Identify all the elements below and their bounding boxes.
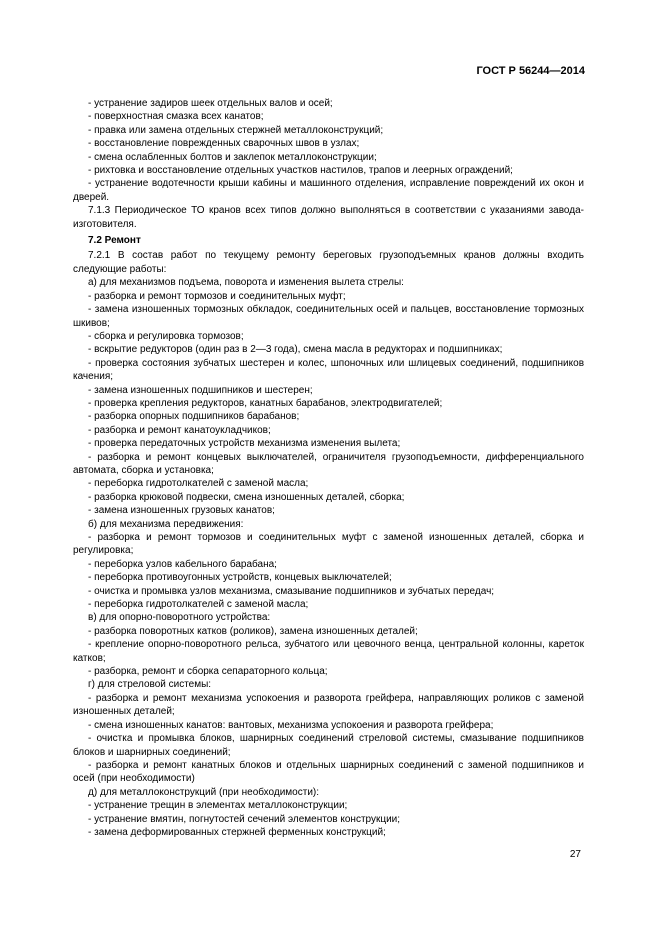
text-line: д) для металлоконструкций (при необходимости): <box>88 786 320 798</box>
text-line: - разборка поворотных катков (роликов), замена изношенных деталей; <box>88 625 418 637</box>
text-line: - смена ослабленных болтов и заклепок металлоконструкции; <box>88 151 377 163</box>
text-line: - замена изношенных грузовых канатов; <box>88 505 275 517</box>
text-line: - проверка крепления редукторов, канатных барабанов, электродвигателей; <box>88 397 443 409</box>
page-number: 27 <box>569 849 581 860</box>
text-line: - крепление опорно-поворотного рельса, зубчатого или цевочного венца, центральной колонны, кареток катков; <box>73 639 584 664</box>
text-line: 7.2.1 В состав работ по текущему ремонту береговых грузоподъемных кранов должны входить следующие работы: <box>73 250 584 275</box>
text-line: - разборка крюковой подвески, смена изношенных деталей, сборка; <box>88 491 405 503</box>
text-line: - разборка и ремонт канатоукладчиков; <box>88 424 271 436</box>
text-line: 7.1.3 Периодическое ТО кранов всех типов должно выполняться в соответствии с указаниями завода-изготовителя. <box>73 205 584 230</box>
text-line: - очистка и промывка блоков, шарнирных соединений стреловой системы, смазывание подшипников блоков и шарнирных соединений; <box>73 733 584 758</box>
text-line: - разборка и ремонт канатных блоков и отдельных шарнирных соединений с заменой подшипников и осей (при необходимости) <box>73 759 584 785</box>
text-line: - разборка и ремонт концевых выключателей, ограничителя грузоподъемности, дифференциального автомата, сборка и установка; <box>73 451 584 476</box>
text-line: - устранение водотечности крыши кабины и машинного отделения, исправление повреждений их окон и дверей. <box>73 178 584 203</box>
text-line: - смена изношенных канатов: вантовых, механизма успокоения и разворота грейфера; <box>88 719 494 731</box>
text-line: - переборка узлов кабельного барабана; <box>88 558 277 570</box>
text-line: - рихтовка и восстановление отдельных участков настилов, трапов и леерных ограждений; <box>88 165 513 177</box>
text-line: - разборка и ремонт механизма успокоения и разворота грейфера, направляющих роликов с заменой изношенных деталей; <box>73 692 584 718</box>
text-line: - замена изношенных подшипников и шестерен; <box>88 384 313 396</box>
text-line: - вскрытие редукторов (один раз в 2—3 года), смена масла в редукторах и подшипниках; <box>88 344 503 356</box>
text-line: г) для стреловой системы: <box>88 679 212 691</box>
text-line: - переборка гидротолкателей с заменой масла; <box>88 478 309 490</box>
text-line: - сборка и регулировка тормозов; <box>88 330 244 342</box>
text-line: - проверка передаточных устройств механизма изменения вылета; <box>88 438 401 450</box>
section-heading: 7.2 Ремонт <box>88 235 141 247</box>
text-line: - разборка опорных подшипников барабанов; <box>88 411 300 423</box>
text-line: - переборка гидротолкателей с заменой масла; <box>88 599 309 611</box>
text-line: - проверка состояния зубчатых шестерен и колес, шпоночных или шлицевых соединений, подшипников качения; <box>73 357 584 383</box>
text-line: - восстановление поврежденных сварочных швов в узлах; <box>88 138 360 150</box>
text-line: - устранение трещин в элементах металлоконструкции; <box>88 800 348 812</box>
text-line: - устранение вмятин, погнутостей сечений элементов конструкции; <box>88 813 401 825</box>
text-line: а) для механизмов подъема, поворота и изменения вылета стрелы: <box>88 277 404 289</box>
text-line: - разборка, ремонт и сборка сепараторного кольца; <box>88 666 328 678</box>
text-line: - разборка и ремонт тормозов и соединительных муфт с заменой изношенных деталей, сборка и регулировка; <box>73 532 584 557</box>
text-line: б) для механизма передвижения: <box>88 518 244 530</box>
text-line: - переборка противоугонных устройств, концевых выключателей; <box>88 572 392 584</box>
text-line: - разборка и ремонт тормозов и соединительных муфт; <box>88 290 346 302</box>
text-line: - правка или замена отдельных стержней металлоконструкций; <box>88 124 384 136</box>
text-line: - поверхностная смазка всех канатов; <box>88 111 264 123</box>
document-body <box>73 97 584 839</box>
text-line: - устранение задиров шеек отдельных валов и осей; <box>88 98 333 109</box>
text-line: в) для опорно-поворотного устройства: <box>88 612 271 624</box>
document-header: ГОСТ Р 56244—2014 <box>476 65 585 77</box>
text-line: - замена изношенных тормозных обкладок, соединительных осей и пальцев, восстановление тормозных шкивов; <box>73 304 584 329</box>
text-line: - очистка и промывка узлов механизма, смазывание подшипников и зубчатых передач; <box>88 585 495 597</box>
text-line: - замена деформированных стержней ферменных конструкций; <box>88 826 386 838</box>
